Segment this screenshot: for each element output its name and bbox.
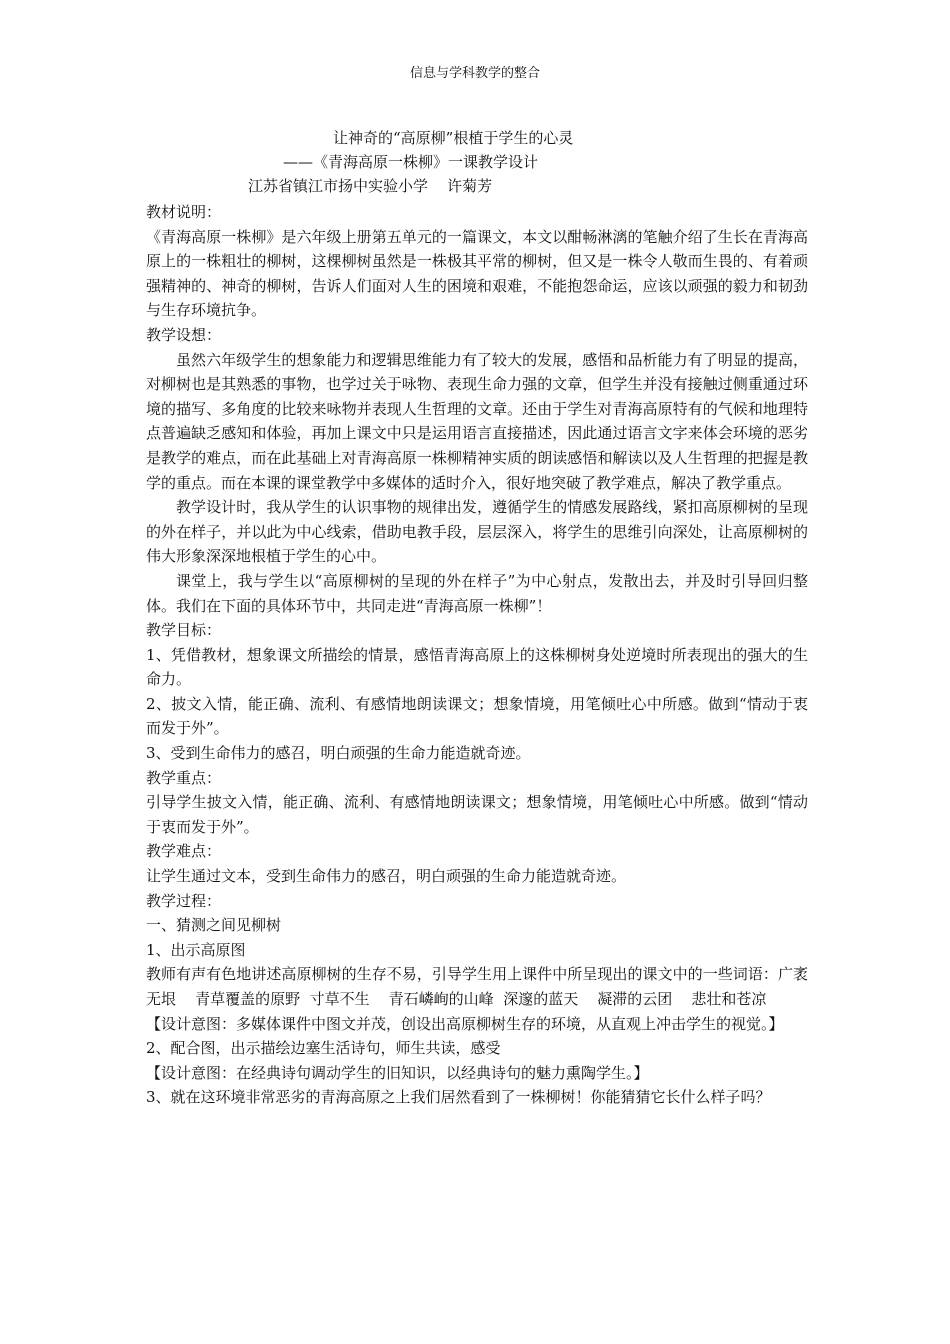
paragraph: 教学过程： [146,891,222,910]
paragraph: 一、猜测之间见柳树 [146,916,282,935]
paragraph: 教师有声有色地讲述高原柳树的生存不易，引导学生用上课件中所呈现出的课文中的一些词语：广袤无垠 青草覆盖的原野 寸草不生 青石嶙峋的山峰 深邃的蓝天 凝滞的云团 悲壮和苍凉 [146,965,808,1008]
paragraph: 【设计意图：在经典诗句调动学生的旧知识，以经典诗句的魅力熏陶学生。】 [146,1063,649,1082]
paragraph: 引导学生披文入情，能正确、流利、有感情地朗读课文；想象情境，用笔倾吐心中所感。做到“情动于衷而发于外”。 [146,793,808,836]
paragraph: 教学设计时，我从学生的认识事物的规律出发，遵循学生的情感发展路线，紧扣高原柳树的呈现的外在样子，并以此为中心线索，借助电教手段，层层深入，将学生的思维引向深处，让高原柳树的伟大形象深深地根植于学生的心中。 [146,498,808,566]
author-line: 江苏省镇江市扬中实验小学 许菊芳 [248,177,493,195]
paragraph: 1、凭借教材，想象课文所描绘的情景，感悟青海高原上的这株柳树身处逆境时所表现出的强大的生命力。 [146,645,808,689]
page-header: 信息与学科教学的整合 [409,66,540,81]
paragraph: 2、配合图，出示描绘边塞生活诗句，师生共读，感受 [146,1039,501,1058]
document-body [146,200,808,1110]
paragraph: 教材说明： [146,203,222,221]
paragraph: 虽然六年级学生的想象能力和逻辑思维能力有了较大的发展，感悟和品析能力有了明显的提高，对柳树也是其熟悉的事物，也学过关于咏物、表现生命力强的文章，但学生并没有接触过侧重通过环境的描写、多角度的比较来咏物并表现人生哲理的文章。还由于学生对青海高原特有的气候和地理特点普遍缺乏感知和体验，再加上课文中只是运用语言直接描述，因此通过语言文字来体会环境的恶劣是教学的难点，而在此基础上对青海高原一株柳精神实质的朗读感悟和解读以及人生哲理的把握是教学的重点。而在本课的课堂教学中多媒体的适时介入，很好地突破了教学难点，解决了教学重点。 [146,350,808,492]
paragraph: 课堂上，我与学生以“高原柳树的呈现的外在样子”为中心射点，发散出去，并及时引导回归整体。我们在下面的具体环节中，共同走进“青海高原一株柳”！ [146,571,808,615]
document-title: 让神奇的“高原柳”根植于学生的心灵 [333,129,574,147]
paragraph: 3、受到生命伟力的感召，明白顽强的生命力能造就奇迹。 [146,744,531,763]
paragraph: 3、就在这环境非常恶劣的青海高原之上我们居然看到了一株柳树！你能猜猜它长什么样子吗？ [146,1088,771,1107]
paragraph: 《青海高原一株柳》是六年级上册第五单元的一篇课文，本文以酣畅淋漓的笔触介绍了生长在青海高原上的一株粗壮的柳树，这棵柳树虽然是一株极其平常的柳树，但又是一株令人敬而生畏的、有着顽强精神的、神奇的柳树，告诉人们面对人生的困境和艰难，不能抱怨命运，应该以顽强的毅力和韧劲与生存环境抗争。 [146,227,808,320]
paragraph: 教学设想： [146,325,222,344]
paragraph: 教学目标： [146,621,222,640]
paragraph: 教学难点： [146,842,222,861]
paragraph: 2、披文入情，能正确、流利、有感情地朗读课文；想象情境，用笔倾吐心中所感。做到“情动于衷而发于外”。 [146,694,808,738]
document-subtitle: ——《青海高原一株柳》一课教学设计 [283,153,539,171]
paragraph: 教学重点： [146,768,222,787]
paragraph: 【设计意图：多媒体课件中图文并茂，创设出高原柳树生存的环境，从直观上冲击学生的视觉。】 [146,1014,784,1033]
paragraph: 让学生通过文本，受到生命伟力的感召，明白顽强的生命力能造就奇迹。 [146,867,627,886]
paragraph: 1、出示高原图 [146,940,246,959]
